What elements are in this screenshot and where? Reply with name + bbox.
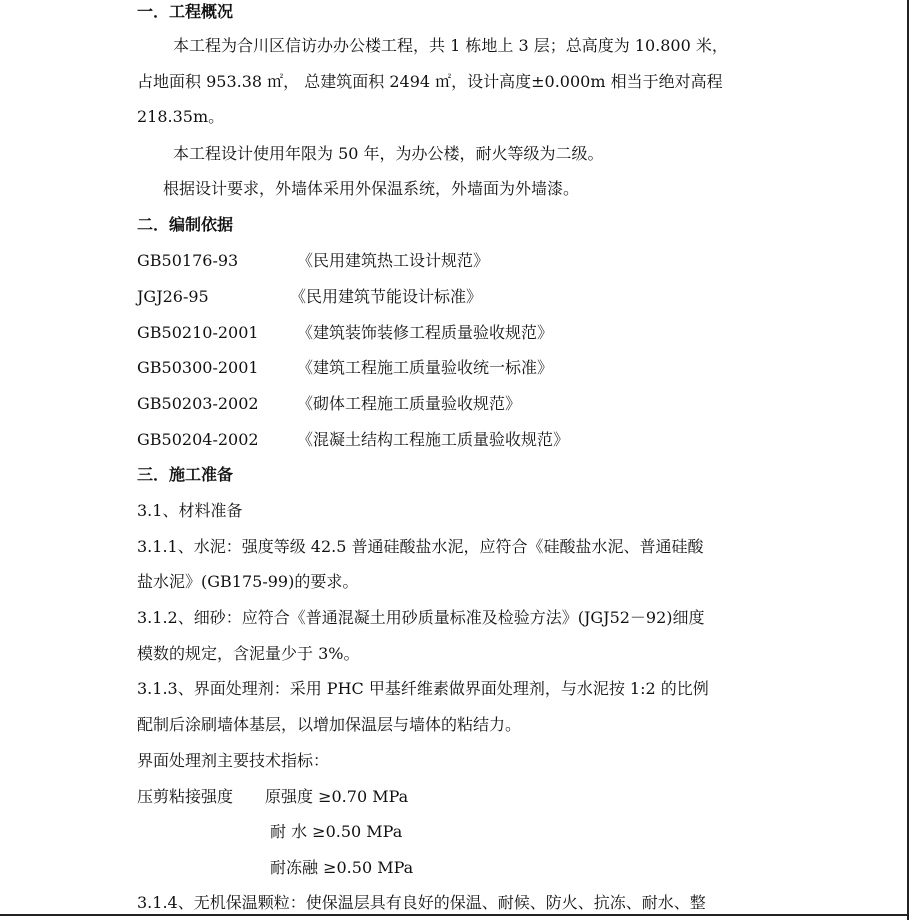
- paragraph-line: 模数的规定，含泥量少于 3%。: [137, 644, 360, 663]
- standard-name: 《民用建筑热工设计规范》: [297, 251, 490, 270]
- standard-name: 《建筑装饰装修工程质量验收规范》: [297, 323, 554, 342]
- paragraph-line: 3.1.4、无机保温颗粒：使保温层具有良好的保温、耐候、防火、抗冻、耐水、整: [137, 893, 706, 912]
- section-2-heading: 二．编制依据: [137, 215, 234, 234]
- paragraph-line: 3.1.2、细砂：应符合《普通混凝土用砂质量标准及检验方法》(JGJ52－92)细度: [137, 608, 705, 627]
- standard-code: GB50176-93: [137, 251, 239, 270]
- paragraph-line: 配制后涂刷墙体基层，以增加保温层与墙体的粘结力。: [137, 715, 522, 734]
- standard-name: 《混凝土结构工程施工质量验收规范》: [297, 430, 570, 449]
- spec-title: 界面处理剂主要技术指标：: [137, 751, 330, 770]
- paragraph-line: 3.1.1、水泥：强度等级 42.5 普通硅酸盐水泥，应符合《硅酸盐水泥、普通硅酸: [137, 537, 704, 556]
- paragraph-line: 本工程为合川区信访办办公楼工程，共 1 栋地上 3 层；总高度为 10.800 米，: [173, 36, 728, 55]
- section-3-heading: 三．施工准备: [137, 465, 234, 484]
- standard-name: 《民用建筑节能设计标准》: [290, 287, 483, 306]
- spec-item: 原强度 ≥0.70 MPa: [265, 787, 409, 806]
- paragraph-line: 根据设计要求，外墙体采用外保温系统，外墙面为外墙漆。: [163, 179, 580, 198]
- spec-label: 压剪粘接强度: [137, 787, 234, 806]
- standard-name: 《建筑工程施工质量验收统一标准》: [297, 358, 554, 377]
- subsection-heading: 3.1、材料准备: [137, 501, 243, 520]
- paragraph-line: 本工程设计使用年限为 50 年，为办公楼，耐火等级为二级。: [173, 144, 604, 163]
- paragraph-line: 218.35m。: [137, 107, 225, 126]
- paragraph-line: 盐水泥》(GB175-99)的要求。: [137, 572, 359, 591]
- section-1-heading: 一．工程概况: [137, 2, 234, 21]
- spec-item: 耐冻融 ≥0.50 MPa: [270, 858, 414, 877]
- standard-code: GB50203-2002: [137, 394, 259, 413]
- standard-code: JGJ26-95: [137, 287, 209, 306]
- standard-code: GB50210-2001: [137, 323, 259, 342]
- paragraph-line: 3.1.3、界面处理剂：采用 PHC 甲基纤维素做界面处理剂，与水泥按 1:2 的比例: [137, 679, 709, 698]
- paragraph-line: 占地面积 953.38 ㎡， 总建筑面积 2494 ㎡，设计高度±0.000m 相当于绝对高程: [137, 72, 723, 91]
- spec-item: 耐 水 ≥0.50 MPa: [270, 822, 403, 841]
- page-border-bottom: [0, 914, 909, 916]
- standard-code: GB50300-2001: [137, 358, 259, 377]
- standard-name: 《砌体工程施工质量验收规范》: [297, 394, 522, 413]
- standard-code: GB50204-2002: [137, 430, 259, 449]
